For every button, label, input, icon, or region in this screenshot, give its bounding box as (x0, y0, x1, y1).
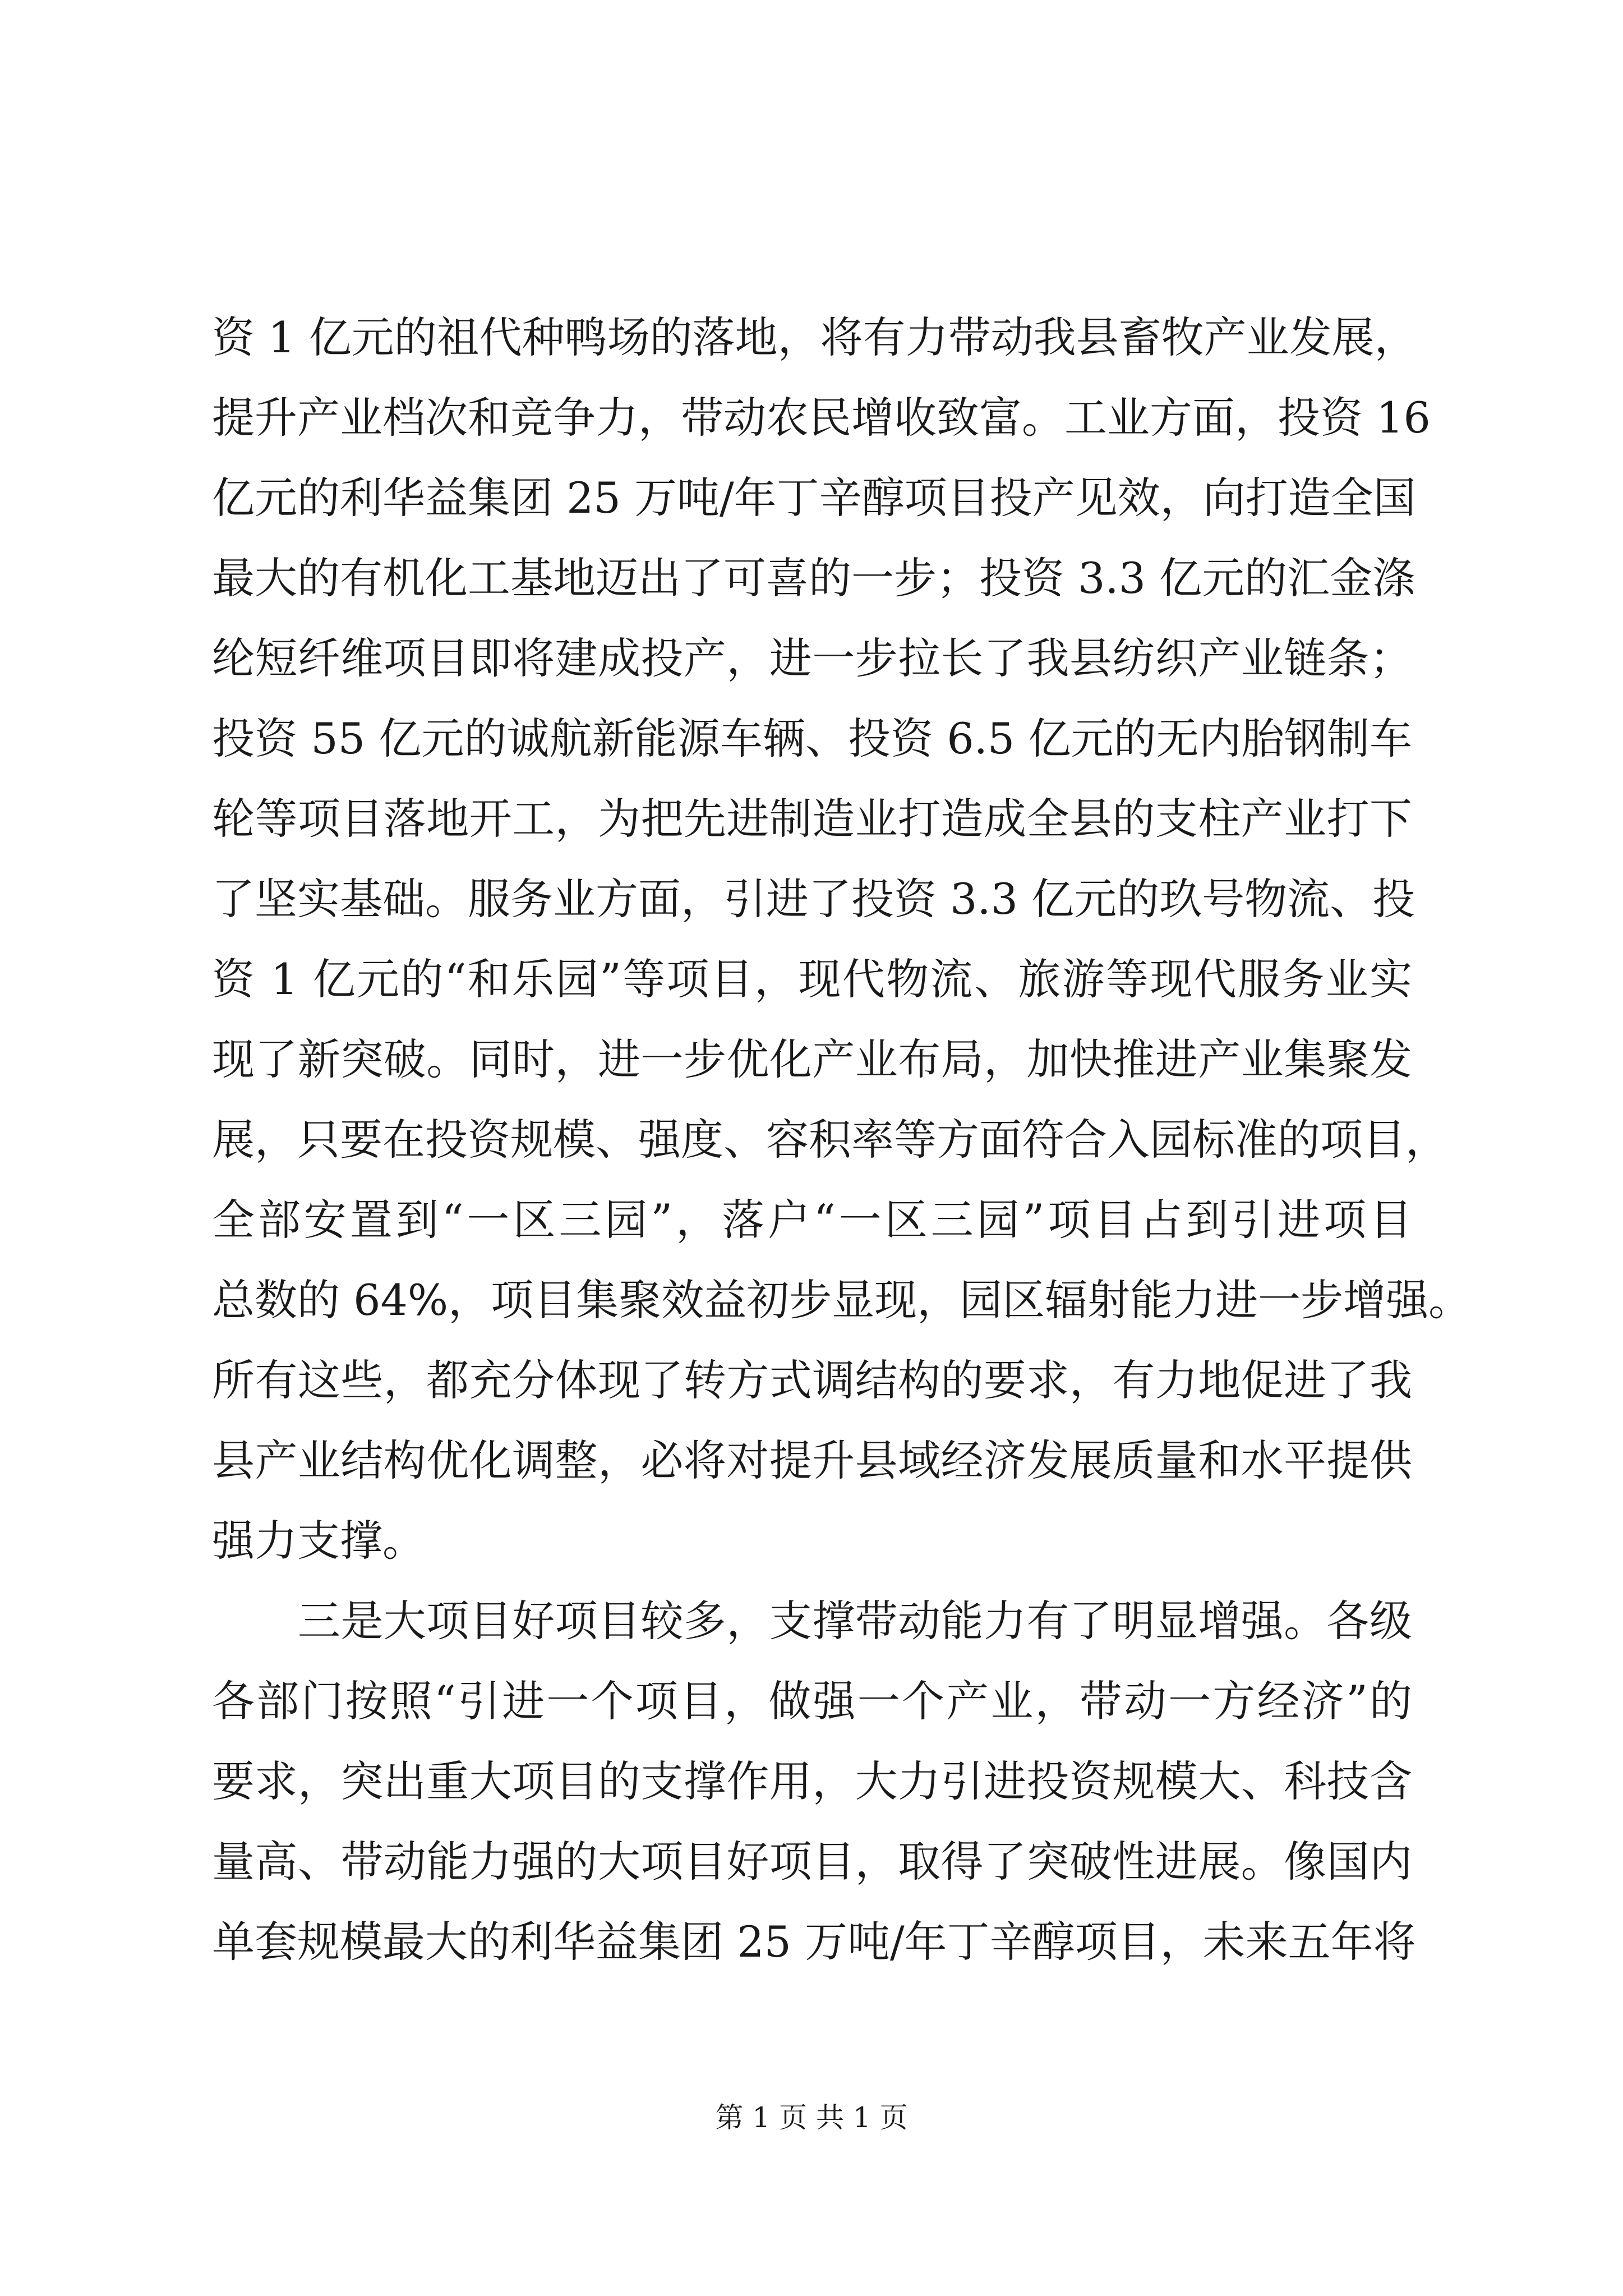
text-line: 了坚实基础。服务业方面，引进了投资 3.3 亿元的玖号物流、投 (212, 874, 1415, 924)
text-line: 要求，突出重大项目的支撑作用，大力引进投资规模大、科技含 (212, 1756, 1412, 1806)
text-line: 总数的 64%，项目集聚效益初步显现，园区辐射能力进一步增强。 (212, 1275, 1472, 1325)
text-line: 量高、带动能力强的大项目好项目，取得了突破性进展。像国内 (212, 1837, 1412, 1887)
text-line: 强力支撑。 (212, 1516, 425, 1566)
text-line: 三是大项目好项目较多，支撑带动能力有了明显增强。各级 (212, 1596, 1412, 1646)
text-line: 纶短纤维项目即将建成投产，进一步拉长了我县纺织产业链条； (212, 633, 1412, 683)
page-footer (0, 2101, 1623, 2134)
text-line: 各部门按照“引进一个项目，做强一个产业，带动一方经济”的 (212, 1676, 1412, 1726)
text-line: 展，只要在投资规模、强度、容积率等方面符合入园标准的项目， (212, 1115, 1448, 1165)
document-body (212, 297, 1472, 1982)
text-line: 资 1 亿元的祖代种鸭场的落地，将有力带动我县畜牧产业发展， (212, 312, 1417, 362)
text-line: 现了新突破。同时，进一步优化产业布局，加快推进产业集聚发 (212, 1034, 1412, 1084)
text-line: 所有这些，都充分体现了转方式调结构的要求，有力地促进了我 (212, 1355, 1412, 1405)
text-line: 单套规模最大的利华益集团 25 万吨/年丁辛醇项目，未来五年将 (212, 1917, 1416, 1967)
text-line: 轮等项目落地开工，为把先进制造业打造成全县的支柱产业打下 (212, 794, 1412, 844)
text-line: 亿元的利华益集团 25 万吨/年丁辛醇项目投产见效，向打造全国 (212, 473, 1416, 523)
text-line: 县产业结构优化调整，必将对提升县域经济发展质量和水平提供 (212, 1435, 1412, 1485)
text-line: 全部安置到“一区三园”，落户“一区三园”项目占到引进项目 (212, 1195, 1412, 1245)
text-line: 提升产业档次和竞争力，带动农民增收致富。工业方面，投资 16 (212, 393, 1431, 443)
text-line: 最大的有机化工基地迈出了可喜的一步；投资 3.3 亿元的汇金涤 (212, 553, 1415, 603)
paragraph-1 (212, 297, 1472, 1581)
text-line: 投资 55 亿元的诚航新能源车辆、投资 6.5 亿元的无内胎钢制车 (212, 714, 1412, 763)
text-line: 资 1 亿元的“和乐园”等项目，现代物流、旅游等现代服务业实 (212, 954, 1412, 1004)
page-number-label: 第 1 页 共 1 页 (715, 2101, 908, 2134)
paragraph-2 (212, 1581, 1416, 1982)
